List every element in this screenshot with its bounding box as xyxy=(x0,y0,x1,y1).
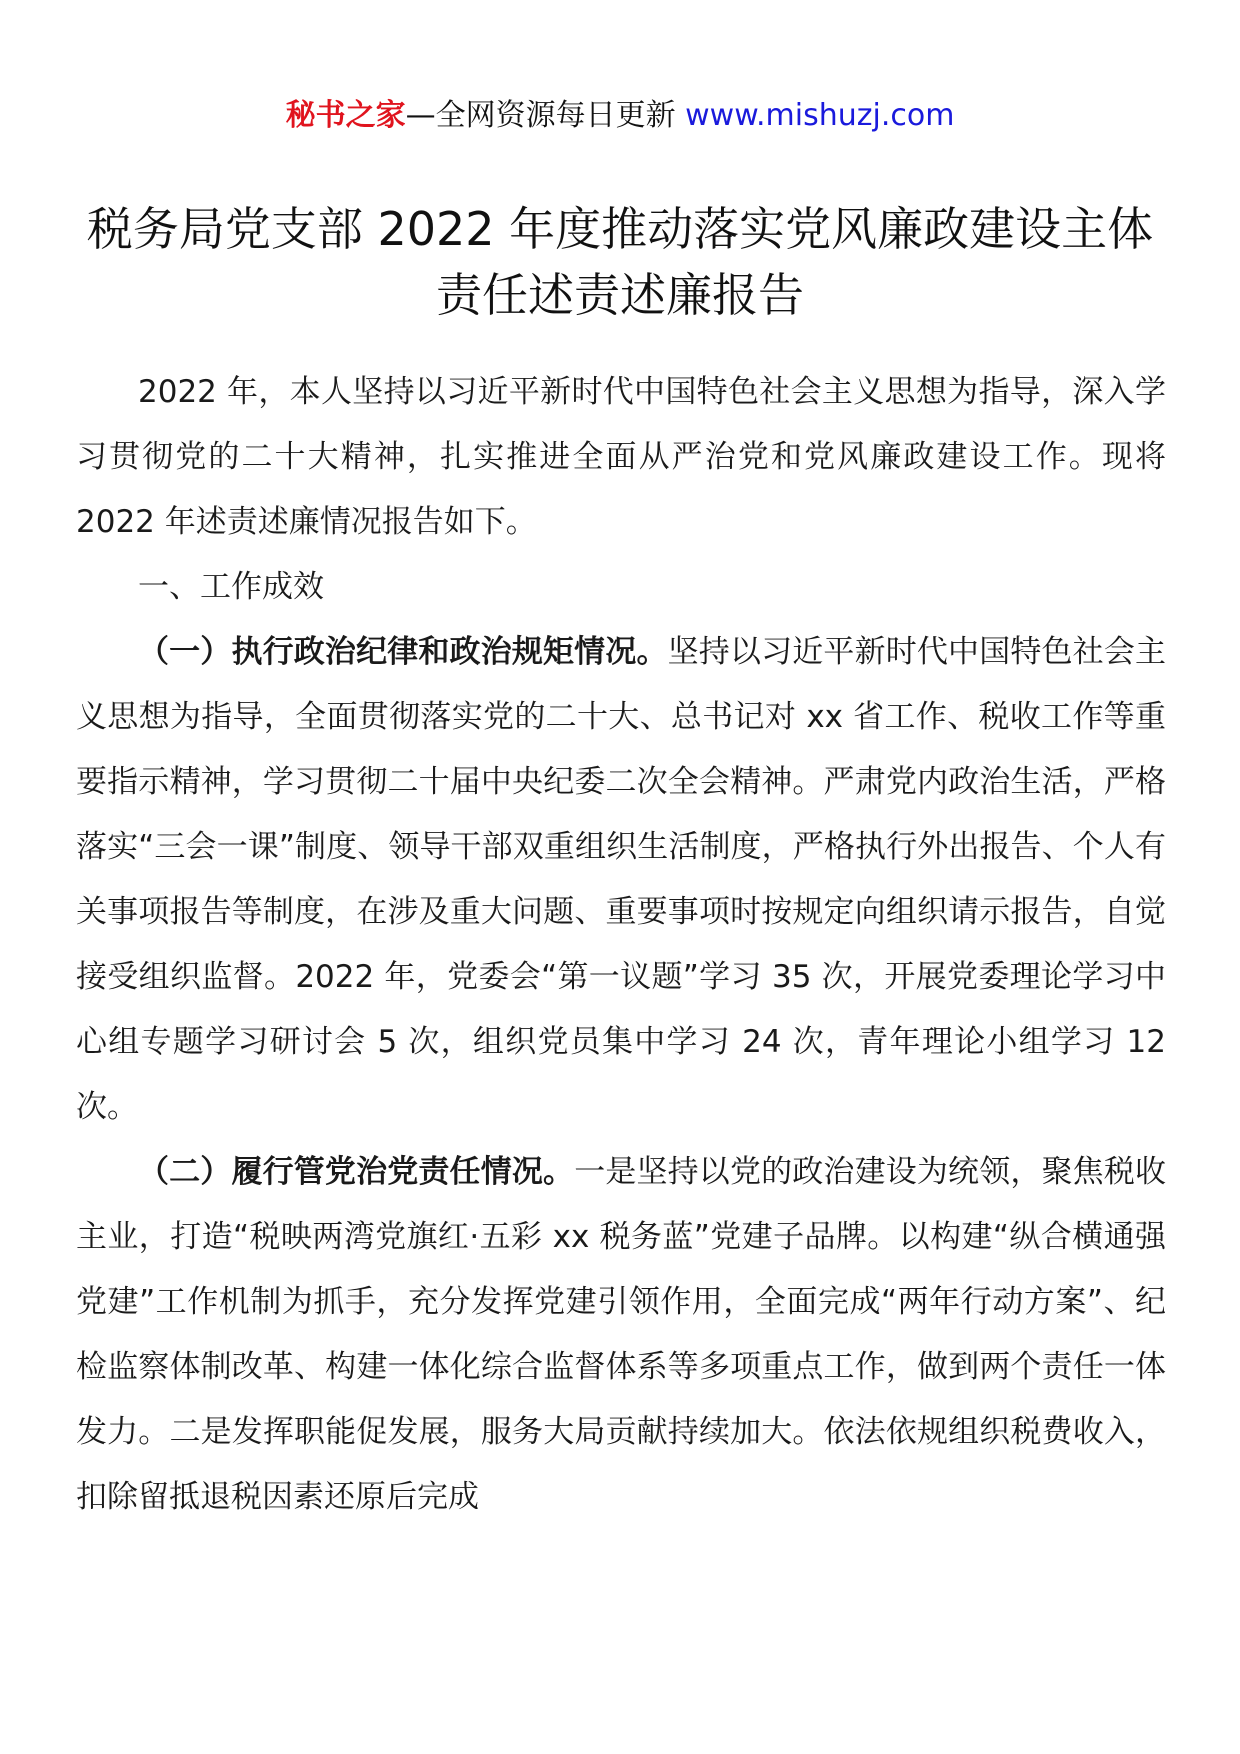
paragraph-text-party-governance: 一是坚持以党的政治建设为统领，聚焦税收主业，打造“税映两湾党旗红·五彩 xx 税务蓝”党建子品牌。以构建“纵合横通强党建”工作机制为抓手，充分发挥党建引领作用，全面完成“两年行动方案”、纪检监察体制改革、构建一体化综合监督体系等多项重点工作，做到两个责任一体发力。二是发挥职能促发展，服务大局贡献持续加大。依法依规组织税费收入，扣除留抵退税因素还原后完成 xyxy=(76,1154,1166,1515)
title-line-1: 税务局党支部 2022 年度推动落实党风廉政建设主体 xyxy=(86,202,1154,256)
document-body xyxy=(76,360,1166,1530)
section-heading-work-results: 一、工作成效 xyxy=(138,569,324,605)
title-line-2: 责任述责述廉报告 xyxy=(436,268,804,322)
brand-name: 秘书之家 xyxy=(285,98,406,133)
subheading-political-discipline: （一）执行政治纪律和政治规矩情况。 xyxy=(138,634,668,670)
paragraph-text-political-discipline: 坚持以习近平新时代中国特色社会主义思想为指导，全面贯彻落实党的二十大、总书记对 xx 省工作、税收工作等重要指示精神，学习贯彻二十届中央纪委二次全会精神。严肃党内政治生活，严格落实“三会一课”制度、领导干部双重组织生活制度，严格执行外出报告、个人有关事项报告等制度，在涉及重大问题、重要事项时按规定向组织请示报告，自觉接受组织监督。2022 年，党委会“第一议题”学习 35 次，开展党委理论学习中心组专题学习研讨会 5 次，组织党员集中学习 24 次，青年理论小组学习 12 次。 xyxy=(76,634,1166,1125)
site-url-link[interactable]: www.mishuzj.com xyxy=(685,98,955,133)
paragraph-party-governance xyxy=(76,1140,1166,1530)
subheading-party-governance: （二）履行管党治党责任情况。 xyxy=(138,1154,575,1190)
paragraph-political-discipline xyxy=(76,620,1166,1140)
site-banner xyxy=(0,96,1240,136)
banner-slogan: —全网资源每日更新 xyxy=(405,98,686,133)
document-title xyxy=(60,196,1180,328)
intro-paragraph: 2022 年，本人坚持以习近平新时代中国特色社会主义思想为指导，深入学习贯彻党的二十大精神，扎实推进全面从严治党和党风廉政建设工作。现将 2022 年述责述廉情况报告如下。 xyxy=(76,374,1166,540)
